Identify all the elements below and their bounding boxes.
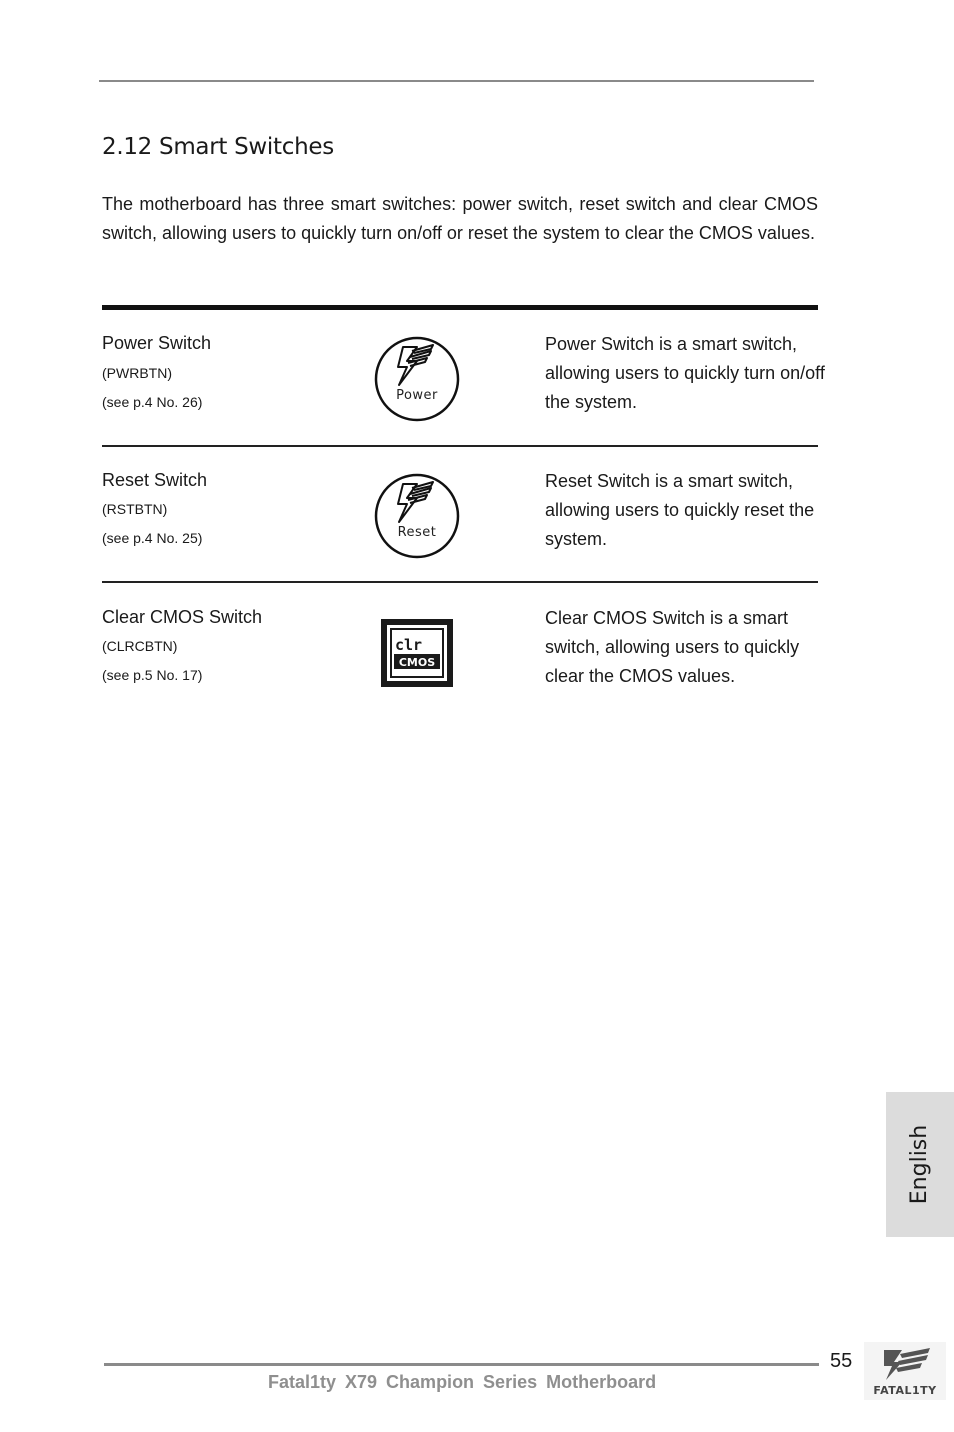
intro-paragraph: The motherboard has three smart switches: power switch, reset switch and clear CMOS switch, allowing users to quickly turn on/off or reset the system to clear the CMOS values. — [102, 194, 818, 243]
top-rule — [99, 80, 814, 82]
section-title: 2.12 Smart Switches — [102, 134, 334, 160]
footer-title: Fatal1ty X79 Champion Series Motherboard — [268, 1372, 657, 1392]
clear-cmos-switch-code: (CLRCBTN) — [102, 638, 178, 654]
power-switch-desc: Power Switch is a smart switch, allowing users to quickly turn on/off the system. — [545, 334, 825, 412]
power-icon-label: Power — [396, 388, 438, 403]
logo-text: FATAL1TY — [873, 1384, 937, 1397]
clear-cmos-switch-ref: (see p.5 No. 17) — [102, 667, 203, 683]
reset-switch-name: Reset Switch — [102, 470, 208, 490]
power-switch-icon — [373, 335, 461, 423]
footer-rule — [104, 1363, 819, 1366]
reset-switch-icon — [373, 472, 461, 560]
power-switch-name: Power Switch — [102, 333, 212, 353]
table-top-rule — [102, 305, 818, 310]
reset-switch-code: (RSTBTN) — [102, 501, 168, 517]
fatal1ty-logo-icon — [864, 1342, 946, 1400]
power-switch-ref: (see p.4 No. 26) — [102, 394, 203, 410]
language-tab-label: English — [907, 1124, 933, 1205]
reset-switch-ref: (see p.4 No. 25) — [102, 530, 203, 546]
reset-switch-desc: Reset Switch is a smart switch, allowing users to quickly reset the system. — [545, 471, 815, 549]
row-divider — [102, 445, 818, 447]
power-switch-code: (PWRBTN) — [102, 365, 172, 381]
clear-cmos-switch-desc: Clear CMOS Switch is a smart switch, allowing users to quickly clear the CMOS values. — [545, 608, 800, 686]
row-divider — [102, 581, 818, 583]
clr-icon-label: clr — [395, 636, 423, 654]
language-tab — [886, 1092, 954, 1237]
clear-cmos-switch-name: Clear CMOS Switch — [102, 607, 263, 627]
page-number: 55 — [830, 1350, 853, 1372]
cmos-icon-label: CMOS — [398, 656, 436, 669]
reset-icon-label: Reset — [397, 525, 437, 540]
clear-cmos-icon — [380, 618, 454, 688]
